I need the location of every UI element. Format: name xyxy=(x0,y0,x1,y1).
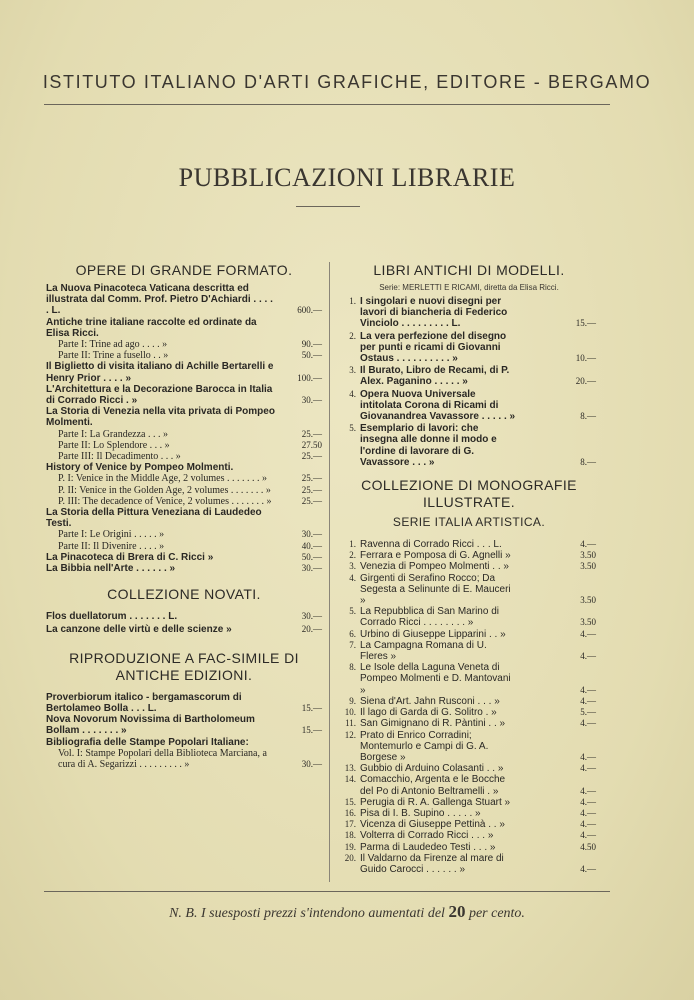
item-number: 3. xyxy=(349,561,356,572)
list-item xyxy=(46,361,322,383)
list-item xyxy=(338,830,600,841)
list-item xyxy=(338,819,600,830)
item-price: 4.— xyxy=(580,684,596,695)
item-number: 17. xyxy=(344,819,356,830)
item-title: Parte I: Le Origini . . . . . » xyxy=(58,529,165,541)
item-price: 100.— xyxy=(297,372,322,383)
list-item xyxy=(46,283,322,317)
list-item xyxy=(338,718,600,729)
item-price: 600.— xyxy=(297,305,322,316)
item-price: 4.— xyxy=(580,651,596,662)
item-number: 9. xyxy=(349,695,356,706)
list-item xyxy=(338,730,600,764)
list-item xyxy=(338,423,600,468)
item-price: 3.50 xyxy=(580,561,596,572)
item-price: 4.— xyxy=(580,751,596,762)
item-title: Il Burato, Libro de Recami, di P. Alex. Paganino . . . . . » xyxy=(360,365,510,388)
item-number: 5. xyxy=(349,423,356,434)
list-item xyxy=(46,473,322,484)
item-title: L'Architettura e la Decorazione Barocca in Italia di Corrado Ricci . » xyxy=(46,383,273,407)
item-number: 10. xyxy=(344,707,356,718)
item-number: 20. xyxy=(344,852,356,863)
item-price: 4.— xyxy=(580,796,596,807)
item-title: Parte II: Trine a fusello . . » xyxy=(58,350,169,362)
monografie-list xyxy=(338,539,600,875)
item-title: La Storia di Venezia nella vita privata di Pompeo Molmenti. xyxy=(46,406,275,429)
grande-formato-list xyxy=(46,283,322,574)
list-item xyxy=(46,339,322,350)
item-price: 20.— xyxy=(301,624,322,635)
list-item xyxy=(46,350,322,361)
item-price: 50.— xyxy=(301,551,322,562)
item-price: 4.— xyxy=(580,819,596,830)
list-item xyxy=(338,797,600,808)
item-price: 30.— xyxy=(301,563,322,574)
item-price: 27.50 xyxy=(301,439,322,450)
item-price: 3.50 xyxy=(580,550,596,561)
section-title-monografie: COLLEZIONE DI MONOGRAFIE ILLUSTRATE. xyxy=(361,477,577,511)
item-price: 4.— xyxy=(580,763,596,774)
item-title: La Repubblica di San Marino di Corrado Ricci . . . . . . . . » xyxy=(360,606,499,629)
item-price: 4.— xyxy=(580,807,596,818)
section-title-grande-formato: OPERE DI GRANDE FORMATO. xyxy=(75,262,293,278)
item-title: Antiche trine italiane raccolte ed ordinate da Elisa Ricci. xyxy=(46,316,257,339)
price-note-percent: 20 xyxy=(448,902,466,921)
item-title: Venezia di Pompeo Molmenti . . » xyxy=(360,561,509,573)
item-price: 25.— xyxy=(301,495,322,506)
item-title: Parte I: La Grandezza . . . » xyxy=(58,428,168,440)
list-item xyxy=(338,853,600,875)
item-price: 20.— xyxy=(575,376,596,387)
list-item xyxy=(338,707,600,718)
item-title: La canzone delle virtù e delle scienze » xyxy=(46,624,232,636)
item-price: 4.— xyxy=(580,863,596,874)
title-underline xyxy=(296,206,360,207)
section-title-libri-antichi: LIBRI ANTICHI DI MODELLI. xyxy=(373,262,565,278)
list-item xyxy=(338,365,600,387)
item-title: Parte I: Trine ad ago . . . . » xyxy=(58,339,168,351)
item-number: 13. xyxy=(344,763,356,774)
item-price: 8.— xyxy=(580,411,596,422)
item-title: Parte II: Il Divenire . . . . » xyxy=(58,540,165,552)
item-title: Il Biglietto di visita italiano di Achille Bertarelli e Henry Prior . . . . » xyxy=(46,361,274,384)
item-title: Prato di Enrico Corradini; Montemurlo e Campi di G. A. Borgese » xyxy=(360,729,489,763)
fac-simile-list xyxy=(46,692,322,770)
list-item xyxy=(338,842,600,853)
item-title: Perugia di R. A. Gallenga Stuart » xyxy=(360,796,511,808)
item-price: 10.— xyxy=(575,353,596,364)
list-item xyxy=(46,563,322,574)
list-item xyxy=(46,429,322,440)
list-item xyxy=(46,496,322,507)
item-price: 25.— xyxy=(301,473,322,484)
item-number: 12. xyxy=(344,729,356,740)
item-title: Volterra di Corrado Ricci . . . » xyxy=(360,830,494,842)
column-divider xyxy=(329,262,330,882)
left-column xyxy=(46,262,322,770)
list-item xyxy=(46,384,322,406)
list-item xyxy=(338,640,600,662)
item-title: Pisa di I. B. Supino . . . . . » xyxy=(360,807,481,819)
section-subtitle-merletti: Serie: MERLETTI E RICAMI, diretta da Elisa Ricci. xyxy=(379,283,559,292)
item-price: 25.— xyxy=(301,428,322,439)
item-price: 4.— xyxy=(580,628,596,639)
item-title: Opera Nuova Universale intitolata Corona di Ricami di Giovanandrea Vavassore . . . . . » xyxy=(360,388,516,423)
item-number: 15. xyxy=(344,796,356,807)
price-note-suffix: per cento. xyxy=(468,906,525,921)
section-subtitle-italia-artistica: SERIE ITALIA ARTISTICA. xyxy=(392,515,546,530)
item-price: 30.— xyxy=(301,758,322,769)
list-item xyxy=(46,406,322,428)
list-item xyxy=(338,331,600,365)
item-price: 4.— xyxy=(580,785,596,796)
item-number: 2. xyxy=(349,550,356,561)
item-number: 4. xyxy=(349,572,356,583)
list-item xyxy=(46,714,322,736)
bottom-divider xyxy=(44,891,610,892)
item-price: 3.50 xyxy=(580,617,596,628)
item-price: 30.— xyxy=(301,529,322,540)
list-item xyxy=(46,317,322,339)
item-number: 16. xyxy=(344,807,356,818)
list-item xyxy=(46,451,322,462)
item-title: P. I: Venice in the Middle Age, 2 volumes . . . . . . . » xyxy=(58,473,267,485)
list-item xyxy=(338,296,600,330)
item-price: 50.— xyxy=(301,350,322,361)
item-title: Parma di Laudedeo Testi . . . » xyxy=(360,841,496,853)
item-title: Nova Novorum Novissima di Bartholomeum Bollam . . . . . . . » xyxy=(46,714,255,737)
item-price: 4.— xyxy=(580,695,596,706)
item-number: 8. xyxy=(349,662,356,673)
item-title: Ravenna di Corrado Ricci . . . L. xyxy=(360,539,502,551)
list-item xyxy=(338,539,600,550)
item-title: Flos duellatorum . . . . . . . L. xyxy=(46,611,178,623)
list-item xyxy=(46,611,322,622)
item-title: I singolari e nuovi disegni per lavori di biancheria di Federico Vinciolo . . . . . . . . . L. xyxy=(360,296,508,330)
item-title: P. III: The decadence of Venice, 2 volumes . . . . . . . » xyxy=(58,495,272,507)
item-title: La Nuova Pinacoteca Vaticana descritta ed illustrata dal Comm. Prof. Pietro D'Achiardi . . . . . L. xyxy=(46,283,273,317)
list-item xyxy=(46,485,322,496)
item-title: La Campagna Romana di U. Fleres » xyxy=(360,639,487,663)
item-price: 15.— xyxy=(301,702,322,713)
item-number: 2. xyxy=(349,330,356,341)
list-item xyxy=(46,529,322,540)
item-title: La Bibbia nell'Arte . . . . . . » xyxy=(46,563,176,575)
item-price: 30.— xyxy=(301,395,322,406)
list-item xyxy=(338,696,600,707)
item-price: 25.— xyxy=(301,484,322,495)
item-title: Comacchio, Argenta e le Bocche del Po di Antonio Beltramelli . » xyxy=(360,774,506,797)
item-title: Vol. I: Stampe Popolari della Biblioteca Marciana, a cura di A. Segarizzi . . . . . . . . . » xyxy=(58,747,267,770)
section-title-fac-simile: RIPRODUZIONE A FAC-SIMILE DI ANTICHE EDIZIONI. xyxy=(69,649,299,683)
item-price: 3.50 xyxy=(580,595,596,606)
item-number: 7. xyxy=(349,639,356,650)
item-price: 4.50 xyxy=(580,841,596,852)
item-title: San Gimignano di R. Pàntini . . » xyxy=(360,718,506,730)
item-title: La vera perfezione del disegno per punti e ricami di Giovanni Ostaus . . . . . . . . . . » xyxy=(360,330,507,365)
list-item xyxy=(338,550,600,561)
item-title: Parte II: Lo Splendore . . . » xyxy=(58,439,170,451)
list-item xyxy=(338,389,600,423)
section-title-collezione-novati: COLLEZIONE NOVATI. xyxy=(107,586,261,603)
item-title: Urbino di Giuseppe Lipparini . . » xyxy=(360,628,506,640)
item-title: Il lago di Garda di G. Solitro . » xyxy=(360,707,497,719)
list-item xyxy=(338,573,600,607)
item-title: Vicenza di Giuseppe Pettinà . . » xyxy=(360,819,505,831)
item-price: 25.— xyxy=(301,451,322,462)
item-number: 1. xyxy=(349,539,356,550)
item-title: Bibliografia delle Stampe Popolari Italiane: xyxy=(46,736,249,748)
item-title: Esemplario di lavori: che insegna alle donne il modo e l'ordine di lavorare di G. Vavassore . . . » xyxy=(360,423,497,468)
item-title: Le Isole della Laguna Veneta di Pompeo Molmenti e D. Mantovani » xyxy=(360,662,511,696)
list-item xyxy=(338,662,600,696)
list-item xyxy=(46,692,322,714)
list-item xyxy=(338,561,600,572)
item-number: 14. xyxy=(344,774,356,785)
list-item xyxy=(46,748,322,770)
item-number: 4. xyxy=(349,388,356,399)
item-price: 90.— xyxy=(301,339,322,350)
libri-antichi-list xyxy=(338,296,600,469)
item-price: 4.— xyxy=(580,830,596,841)
item-title: Girgenti di Serafino Rocco; Da Segesta a Selinunte di E. Mauceri » xyxy=(360,572,511,607)
item-title: Gubbio di Arduino Colasanti . . » xyxy=(360,763,504,775)
list-item xyxy=(46,624,322,635)
item-price: 40.— xyxy=(301,540,322,551)
item-title: Proverbiorum italico - bergamascorum di Bertolameo Bolla . . . L. xyxy=(46,691,242,714)
price-note-text: N. B. I suesposti prezzi s'intendono aumentati del xyxy=(169,906,445,921)
novati-list xyxy=(46,611,322,637)
top-divider xyxy=(44,104,610,105)
list-item xyxy=(46,462,322,473)
list-item xyxy=(46,541,322,552)
item-number: 11. xyxy=(345,718,356,729)
item-price: 4.— xyxy=(580,718,596,729)
item-title: Ferrara e Pomposa di G. Agnelli » xyxy=(360,550,511,562)
item-title: Parte III: Il Decadimento . . . » xyxy=(58,451,181,463)
item-price: 4.— xyxy=(580,539,596,550)
list-item xyxy=(338,763,600,774)
list-item xyxy=(46,440,322,451)
item-price: 8.— xyxy=(580,456,596,467)
list-item xyxy=(338,808,600,819)
item-title: Siena d'Art. Jahn Rusconi . . . » xyxy=(360,695,500,707)
item-price: 15.— xyxy=(301,725,322,736)
item-number: 6. xyxy=(349,628,356,639)
item-title: La Storia della Pittura Veneziana di Laudedeo Testi. xyxy=(46,507,262,530)
item-number: 3. xyxy=(349,365,356,376)
item-number: 1. xyxy=(349,296,356,306)
page-title: PUBBLICAZIONI LIBRARIE xyxy=(178,163,516,192)
list-item xyxy=(338,774,600,796)
list-item xyxy=(46,552,322,563)
item-title: P. II: Venice in the Golden Age, 2 volumes . . . . . . . » xyxy=(58,484,271,496)
item-price: 5.— xyxy=(580,707,596,718)
item-title: Il Valdarno da Firenze al mare di Guido Carocci . . . . . . » xyxy=(360,852,504,875)
item-price: 15.— xyxy=(575,318,596,329)
list-item xyxy=(46,737,322,748)
item-title: La Pinacoteca di Brera di C. Ricci » xyxy=(46,551,214,563)
item-number: 19. xyxy=(344,841,356,852)
list-item xyxy=(46,507,322,529)
right-column xyxy=(338,262,600,875)
item-number: 5. xyxy=(349,606,356,617)
list-item xyxy=(338,606,600,628)
item-number: 18. xyxy=(344,830,356,841)
item-title: History of Venice by Pompeo Molmenti. xyxy=(46,462,234,474)
item-price: 30.— xyxy=(301,611,322,622)
price-note xyxy=(0,902,694,922)
publisher-header: ISTITUTO ITALIANO D'ARTI GRAFICHE, EDITORE - BERGAMO xyxy=(42,72,652,92)
list-item xyxy=(338,629,600,640)
